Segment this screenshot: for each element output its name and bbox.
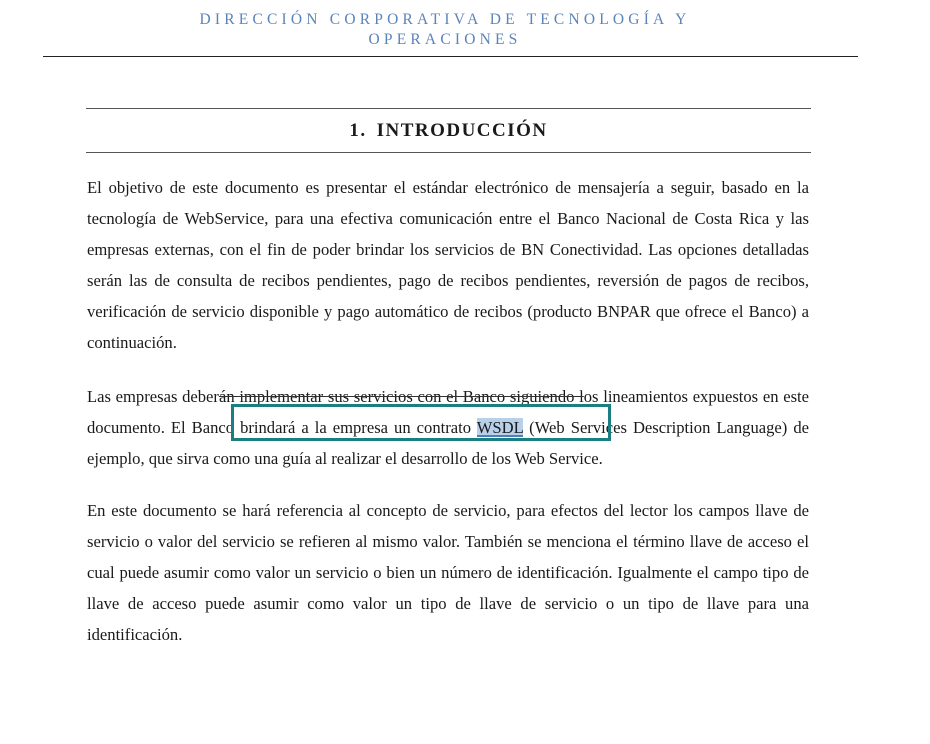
section-heading [86, 120, 811, 142]
header-title-line2: OPERACIONES [368, 31, 522, 48]
header-divider [43, 56, 858, 57]
struck-text: án implementar sus servicios con el Banco siguiendo l [218, 387, 584, 406]
paragraph-service-concept[interactable]: En este documento se hará referencia al concepto de servicio, para efectos del lector los campos llave de servicio o valor del servicio se refieren al mismo valor. También se menciona el término llave de acceso el cual puede asumir como valor un servicio o bien un número de identificación. Igualmente el campo tipo de llave de acceso puede asumir como valor un tipo de llave de servicio o un tipo de llave para una identificación. [87, 501, 809, 644]
paragraph-companies[interactable] [87, 381, 809, 474]
header-title-line1: DIRECCIÓN CORPORATIVA DE TECNOLOGÍA Y [199, 11, 691, 28]
section-number: 1. [349, 120, 367, 141]
section-top-divider [86, 108, 811, 109]
paragraph-objective[interactable]: El objetivo de este documento es presentar el estándar electrónico de mensajería a seguir, basado en la tecnología de WebService, para una efectiva comunicación entre el Banco Nacional de Costa Rica y las empresas externas, con el fin de poder brindar los servicios de BN Conectividad. Las opciones detalladas serán las de consulta de recibos pendientes, pago de recibos pendientes, reversión de pagos de recibos, verificación de servicio disponible y pago automático de recibos (producto BNPAR que ofrece el Banco) a continuación. [87, 178, 809, 352]
document-header [140, 10, 750, 50]
paragraph-text-part: (Web Services Description Language) de ejemplo, que sirva como una guía al realizar el desarrollo de los Web Service. [87, 418, 810, 468]
highlighted-text-wsdl[interactable]: WSDL [476, 418, 524, 437]
paragraph-text-part: os lineamientos expuestos en este documento. El Banco brindará a la empresa un contrato [87, 387, 809, 437]
paragraph-text-part: Las empresas deber [87, 387, 219, 406]
section-title: INTRODUCCIÓN [376, 120, 548, 141]
section-bottom-divider [86, 152, 811, 153]
